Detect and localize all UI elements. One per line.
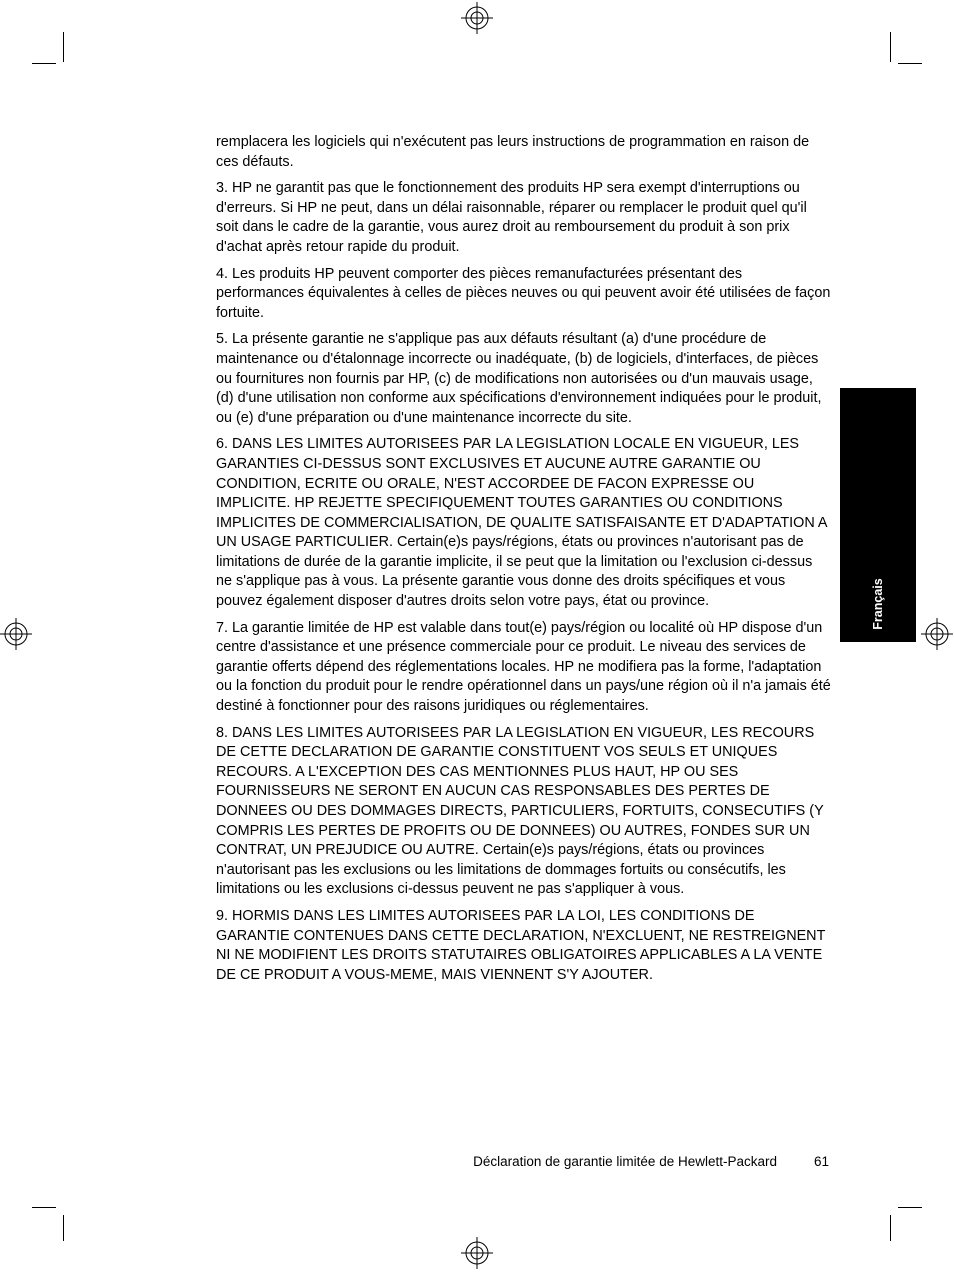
paragraph: 6. DANS LES LIMITES AUTORISEES PAR LA LEGISLATION LOCALE EN VIGUEUR, LES GARANTIES CI-DESSUS SONT EXCLUSIVES ET AUCUNE AUTRE GARANTIE OU CONDITION, ECRITE OU ORALE, N'EST ACCORDEE DE FACON EXPRESSE OU IMPLICITE. HP REJETTE SPECIFIQUEMENT TOUTES GARANTIES OU CONDITIONS IMPLICITES DE COMMERCIALISATION, DE QUALITE SATISFAISANTE ET D'ADAPTATION A UN USAGE PARTICULIER. Certain(e)s pays/régions, états ou provinces n'autorisant pas de limitations de durée de la garantie implicite, il se peut que la limitation ou l'exclusion ci-dessus ne s'applique pas à vous. La présente garantie vous donne des droits spécifiques et vous pouvez également disposer d'autres droits selon votre pays, état ou province. bbox=[216, 436, 827, 610]
paragraph: 9. HORMIS DANS LES LIMITES AUTORISEES PAR LA LOI, LES CONDITIONS DE GARANTIE CONTENUES DANS CETTE DECLARATION, N'EXCLUENT, NE RESTREIGNENT NI NE MODIFIENT LES DROITS STATUTAIRES OBLIGATOIRES APPLICABLES A LA VENTE DE CE PRODUIT A VOUS-MEME, MAIS VIENNENT S'Y AJOUTER. bbox=[216, 907, 826, 983]
crop-mark bbox=[63, 1215, 64, 1241]
paragraph: 5. La présente garantie ne s'applique pas aux défauts résultant (a) d'une procédure de maintenance ou d'étalonnage incorrecte ou inadéquate, (b) de logiciels, d'interfaces, de pièces ou fournitures non fournis par HP, (c) de modifications non autorisées ou d'un mauvais usage, (d) d'une utilisation non conforme aux spécifications d'environnement indiquées pour le produit, ou (e) d'une préparation ou d'une maintenance incorrecte du site. bbox=[216, 331, 822, 426]
paragraph: 8. DANS LES LIMITES AUTORISEES PAR LA LEGISLATION EN VIGUEUR, LES RECOURS DE CETTE DECLARATION DE GARANTIE CONSTITUENT VOS SEULS ET UNIQUES RECOURS. A L'EXCEPTION DES CAS MENTIONNES PLUS HAUT, HP OU SES FOURNISSEURS NE SERONT EN AUCUN CAS RESPONSABLES DES PERTES DE DONNEES OU DES DOMMAGES DIRECTS, PARTICULIERS, FORTUITS, CONSECUTIFS (Y COMPRIS LES PERTES DE PROFITS OU DE DONNEES) OU AUTRES, FONDES SUR UN CONTRAT, UN PREJUDICE OU AUTRE. Certain(e)s pays/régions, états ou provinces n'autorisant pas les exclusions ou les limitations de dommages fortuits ou consécutifs, les limitations ou les exclusions ci-dessus peuvent ne pas s'appliquer à vous. bbox=[216, 724, 824, 898]
paragraph: 3. HP ne garantit pas que le fonctionnement des produits HP sera exempt d'interruptions ou d'erreurs. Si HP ne peut, dans un délai raisonnable, réparer ou remplacer le produit quel qu'il soit dans le cadre de la garantie, vous aurez droit au remboursement du produit à son prix d'achat après retour rapide du produit. bbox=[216, 180, 807, 255]
paragraph: remplacera les logiciels qui n'exécutent pas leurs instructions de programmation en raison de ces défauts. bbox=[216, 134, 810, 170]
paragraph: 4. Les produits HP peuvent comporter des pièces remanufacturées présentant des performances équivalentes à celles de pièces neuves ou qui peuvent avoir été utilisées de façon fortuite. bbox=[216, 265, 831, 321]
crop-mark bbox=[890, 1215, 891, 1241]
crop-mark bbox=[32, 1207, 56, 1208]
crop-mark bbox=[32, 63, 56, 64]
registration-mark-icon bbox=[0, 618, 32, 650]
warranty-text bbox=[216, 133, 832, 992]
paragraph: 7. La garantie limitée de HP est valable dans tout(e) pays/région ou localité où HP dispose d'un centre d'assistance et une présence commerciale pour ce produit. Le niveau des services de garantie offerts dépend des réglementations locales. HP ne modifiera pas la forme, l'adaptation ou la fonction du produit pour le rendre opérationnel dans un pays/une région où il n'a jamais été destiné à fonctionner pour des raisons juridiques ou réglementaires. bbox=[216, 619, 831, 715]
footer-title: Déclaration de garantie limitée de Hewlett-Packard bbox=[473, 1154, 777, 1169]
crop-mark bbox=[898, 63, 922, 64]
crop-mark bbox=[898, 1207, 922, 1208]
registration-mark-icon bbox=[461, 2, 493, 34]
crop-mark bbox=[63, 32, 64, 62]
registration-mark-icon bbox=[461, 1237, 493, 1269]
language-tab-label: Français bbox=[871, 578, 885, 630]
page-number: 61 bbox=[814, 1154, 830, 1169]
crop-mark bbox=[890, 32, 891, 62]
registration-mark-icon bbox=[921, 618, 953, 650]
language-tab bbox=[840, 388, 916, 642]
